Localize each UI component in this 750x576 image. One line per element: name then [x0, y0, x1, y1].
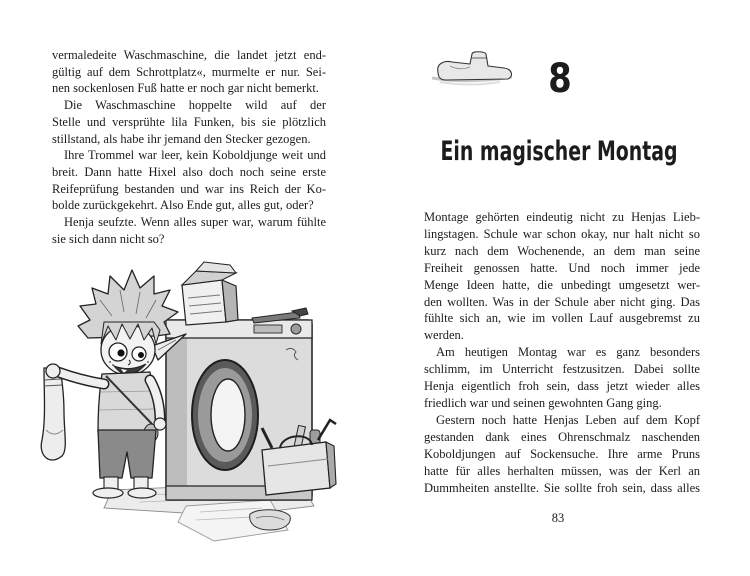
chapter-illustration: [0, 250, 350, 550]
text-line: vermaledeite Waschmaschine, die landet jetzt end-: [52, 48, 326, 62]
washing-machine-door: [192, 360, 258, 470]
text-line: Reifeprüfung bestanden und war ins Reich der Ko-: [52, 181, 326, 196]
text-line: Dummheiten anstellte. Sie sollte froh sein, dass alles: [424, 480, 700, 495]
text-line: Montage gehörten eindeutig nicht zu Henjas Lieb-: [424, 210, 700, 224]
text-line: bolde zurückgekehrt. Also Ende gut, alles gut, oder?: [52, 198, 314, 213]
text-line: Koboldjungen auf Sockensuche. Ihre arme Pruns: [424, 446, 700, 461]
paragraph: [424, 209, 700, 344]
text-line: Die Waschmaschine hoppelte wild auf der: [64, 98, 326, 113]
text-line: Freiheit genossen hatte. Und noch immer jede: [424, 260, 700, 275]
text-line: Am heutigen Montag war es ganz besonders: [436, 345, 700, 360]
left-page-text: [52, 47, 326, 247]
text-line: nen sockenlosen Fuß hatte er noch gar nicht bemerkt.: [52, 81, 319, 96]
kobold-girl: [41, 270, 186, 498]
paragraph: [52, 47, 326, 97]
text-line: fühlte sich an, wie im vollen Lauf ausgebremst zu: [424, 311, 700, 326]
page-number: 83: [551, 511, 565, 525]
text-line: Stelle und versprühte lila Funken, bis sie plötzlich: [52, 114, 326, 129]
text-line: stillstand, als habe ihr jemand den Stecker gezogen.: [52, 131, 311, 146]
text-line: gestanden dank eines Ohrenschmalz naschenden: [424, 429, 700, 444]
text-line: Gestern noch hatte Henjas Leben auf dem Kopf: [436, 412, 700, 427]
text-line: Ihre Trommel war leer, kein Koboldjunge weit und: [64, 148, 326, 163]
text-line: breit. Dann hatte Hixel also doch noch seine erste: [52, 164, 326, 179]
paragraph: [52, 214, 326, 247]
sock-in-hand: [41, 368, 65, 460]
chapter-title: Ein magischer Montag: [440, 136, 678, 167]
sock-vignette: [425, 48, 520, 88]
text-line: Menge Ideen hatte, die unbedingt umgesetzt wer-: [424, 277, 700, 292]
detergent-box: [182, 262, 238, 325]
text-line: werden.: [424, 328, 464, 343]
text-line: schlimm, im Unterricht festzusitzen. Dabei sollte: [424, 362, 700, 377]
text-line: kurz nach dem Wochenende, an dem man seine: [424, 243, 700, 258]
right-page-text: [424, 209, 700, 496]
chapter-number: 8: [548, 56, 572, 102]
text-line: Henja seufzte. Wenn alles super war, warum fühlte: [64, 215, 326, 230]
paragraph: [52, 97, 326, 147]
text-line: lingstagen. Schule war schon okay, nur halt nicht so: [424, 226, 700, 241]
text-line: gültig auf dem Schrottplatz«, murmelte er nur. Sei-: [52, 64, 326, 79]
text-line: friedlich war und seinen gewohnten Gang ging.: [424, 395, 662, 410]
text-line: hatte für alles herhalten müssen, was der Kerl an: [424, 463, 700, 478]
paragraph: [52, 147, 326, 214]
paragraph: [424, 412, 700, 497]
text-line: Henja eigentlich froh sein, dass jetzt wieder alles: [424, 379, 700, 394]
paragraph: [424, 344, 700, 412]
text-line: sie sich dann nicht so?: [52, 231, 165, 246]
text-line: den wollten. Was in der Schule aber nicht ging. Das: [424, 294, 700, 309]
